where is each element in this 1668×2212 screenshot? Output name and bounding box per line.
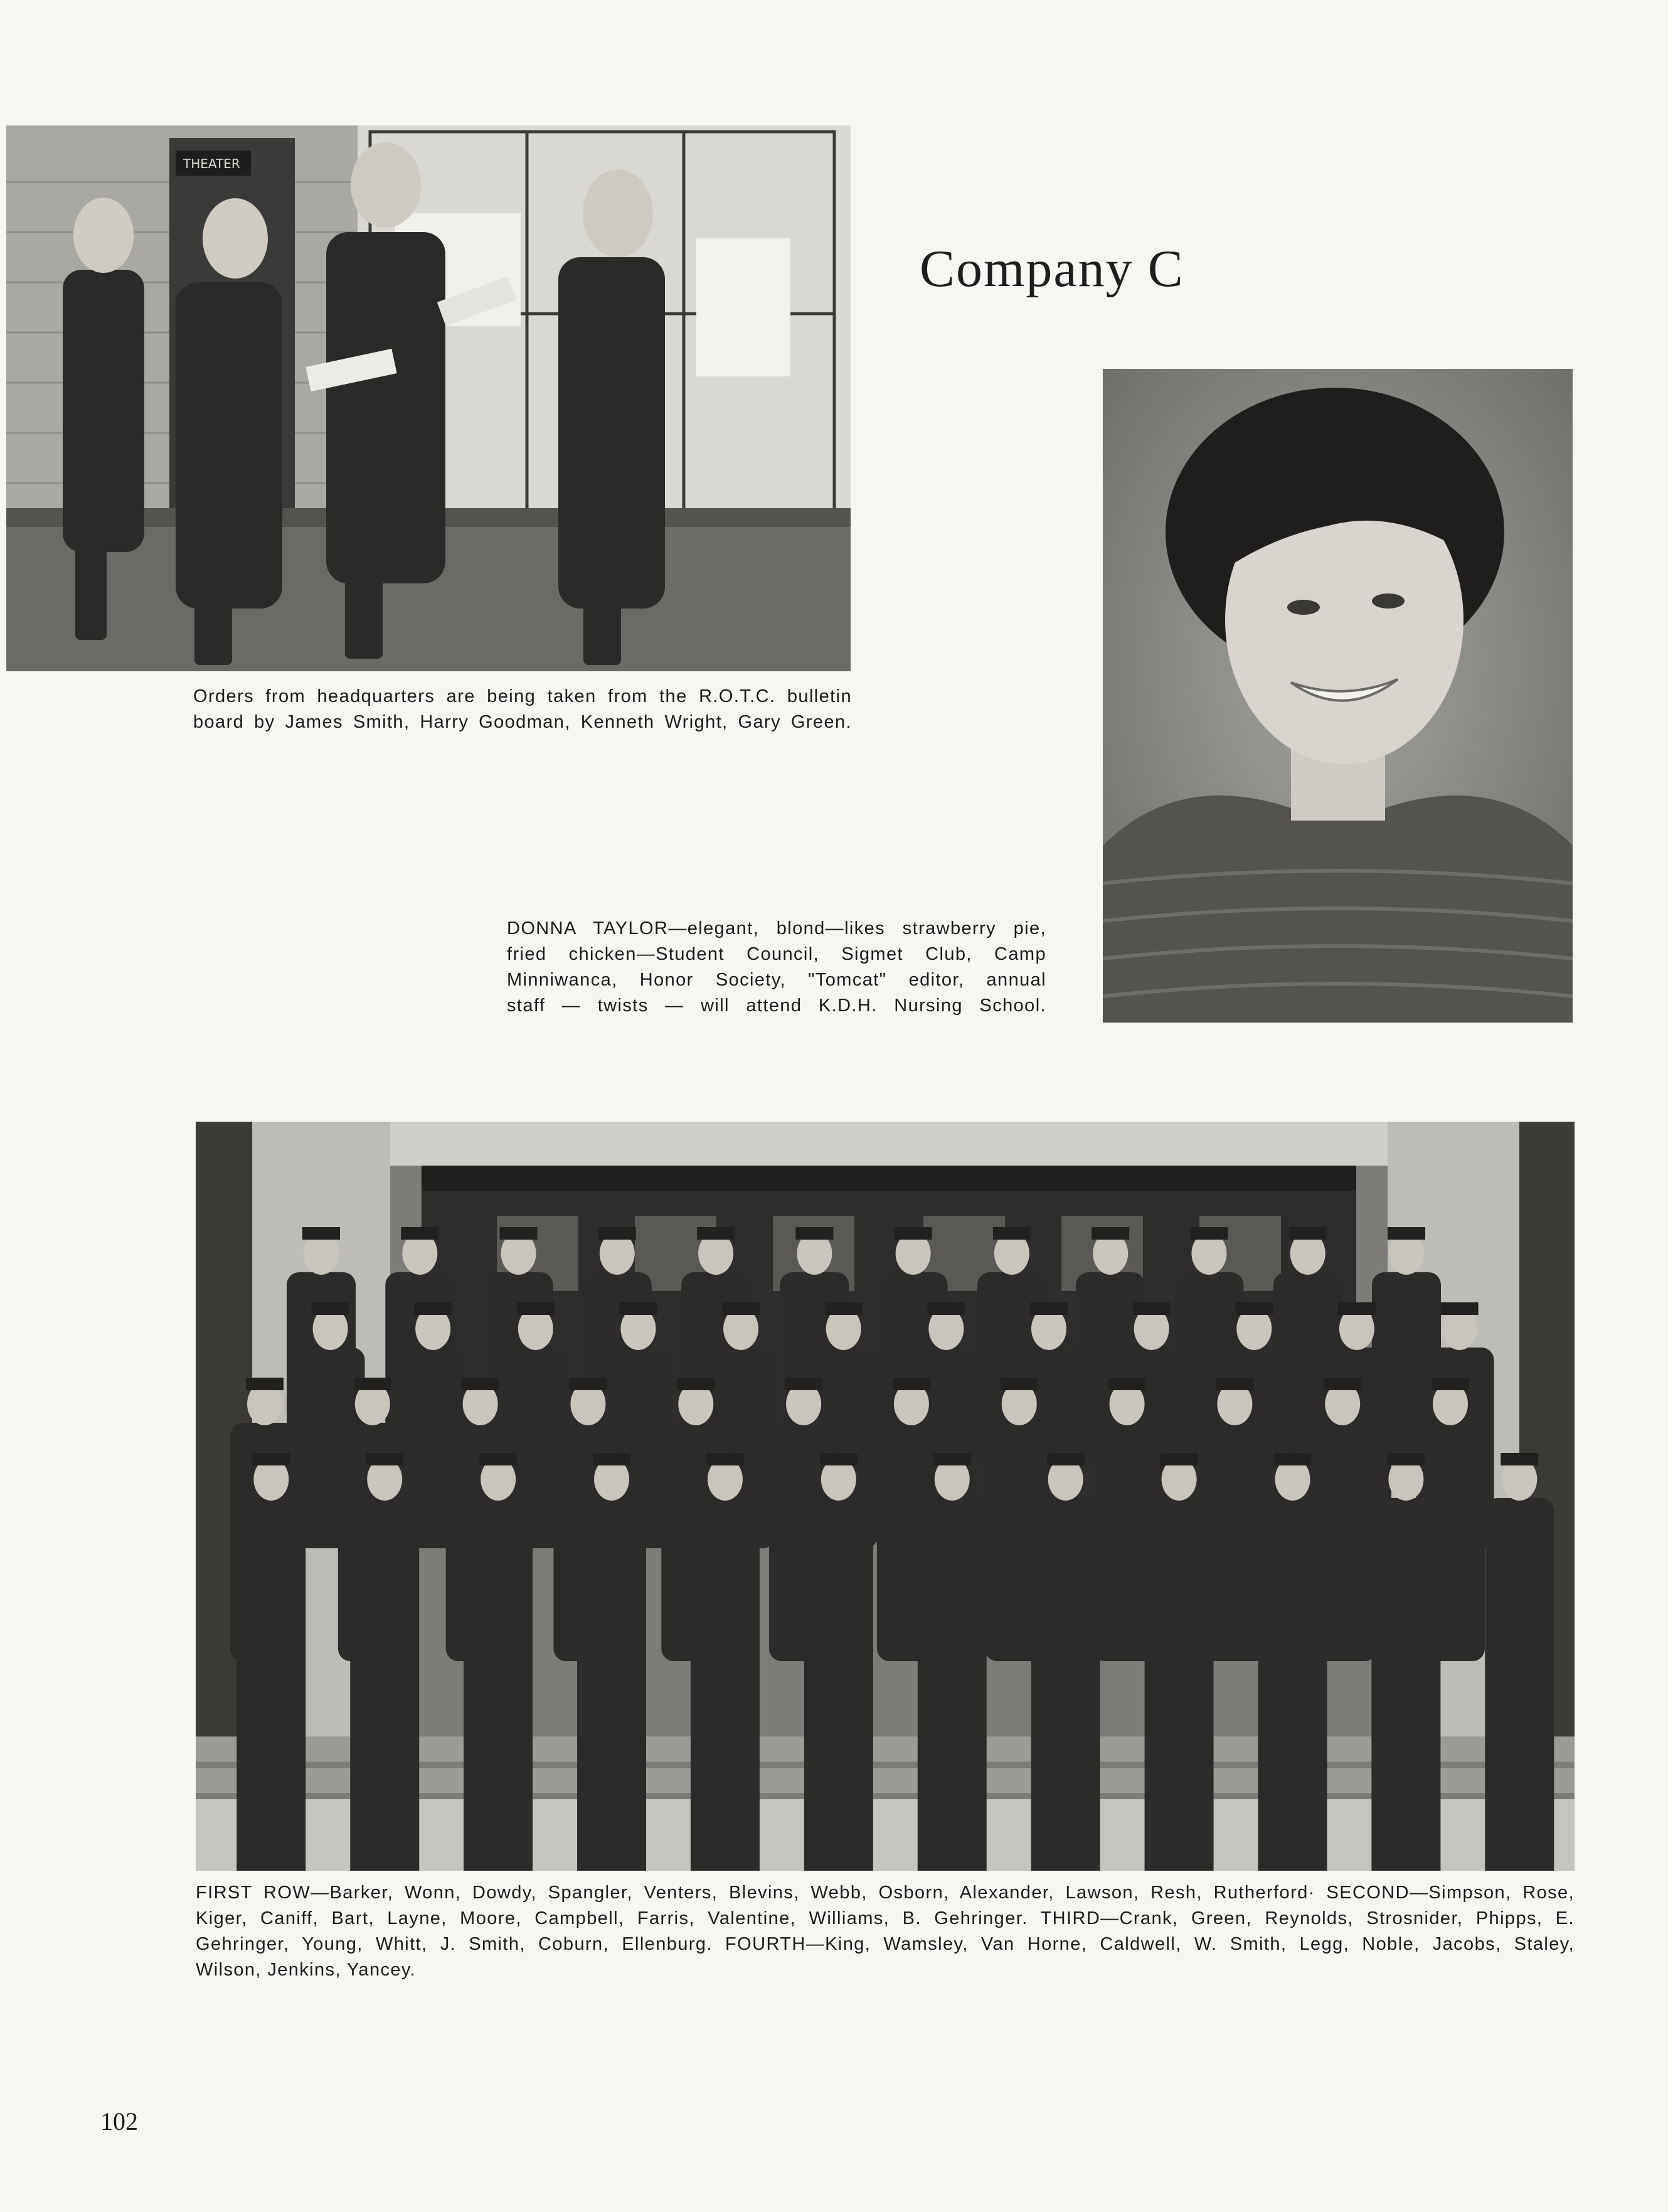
company-group-drawing [196,1122,1575,1871]
cadet-body [1371,1498,1440,1871]
cadet-cap [1501,1453,1538,1465]
cadet-cap [302,1227,340,1240]
cadet-cap [1001,1378,1038,1390]
cadet-cap [252,1453,290,1465]
cadet-cap [893,1378,930,1390]
cadet-cap [517,1302,555,1315]
caption-line: board by James Smith, Harry Goodman, Kenneth Wright, Gary Green. [193,712,852,732]
cadet-body [1145,1498,1214,1871]
cadet-cap [414,1302,452,1315]
cadet-body [464,1498,533,1871]
cadet-cap [1216,1378,1253,1390]
cadet-cap [1030,1302,1068,1315]
cadet-cap [697,1227,735,1240]
cadet-cap [1289,1227,1327,1240]
cadet-cap [933,1453,971,1465]
cadet-body [350,1498,419,1871]
cadet-cap [401,1227,438,1240]
cadet-cap [1273,1453,1311,1465]
cadet-cap [366,1453,403,1465]
caption-line: FIRST ROW—Barker, Wonn, Dowdy, Spangler, Venters, Blevins, Webb, Osborn, Alexander, Lawson, Resh, Rutherford· SECOND—Simpson, Rose, [196,1883,1575,1903]
cadet-body [804,1498,873,1871]
cadet-cap [598,1227,636,1240]
cadet-cap [820,1453,858,1465]
cadet-cap [1161,1453,1198,1465]
caption-line: Orders from headquarters are being taken from the R.O.T.C. bulletin [193,686,852,706]
cadet-cap [593,1453,630,1465]
bulletin-photo-caption [193,684,852,735]
donna-taylor-caption [507,916,1046,1019]
caption-line: staff — twists — will attend K.D.H. Nursing School. [507,996,1046,1016]
cadet-cap [993,1227,1031,1240]
cadet-cap [1235,1302,1273,1315]
cadet-cap [1324,1378,1361,1390]
cadet-cap [500,1227,538,1240]
cadet-body [691,1498,760,1871]
cadet-cap [1338,1302,1376,1315]
cadet-cap [785,1378,822,1390]
cadet-cap [1387,1453,1425,1465]
cadet-cap [1190,1227,1228,1240]
caption-line: DONNA TAYLOR—elegant, blond—likes strawberry pie, [507,918,1046,939]
caption-line: Kiger, Caniff, Bart, Layne, Moore, Campbell, Farris, Valentine, Williams, B. Gehringer. THIRD—Crank, Green, Reynolds, Strosnider, Phipps, E. [196,1908,1575,1928]
cadet-cap [1133,1302,1171,1315]
caption-line: Wilson, Jenkins, Yancey. [196,1960,417,1980]
page-title: Company C [920,240,1184,298]
cadet-cap [569,1378,607,1390]
cadet-body [1485,1498,1554,1871]
donna-taylor-portrait [1103,369,1573,1023]
cadet-cap [479,1453,517,1465]
company-photo-caption [196,1880,1575,1983]
cadet-cap [1388,1227,1425,1240]
cadet-body [918,1498,987,1871]
cadet-body [1031,1498,1100,1871]
caption-line: Gehringer, Young, Whitt, J. Smith, Coburn, Ellenburg. FOURTH—King, Wamsley, Van Horne, Caldwell, W. Smith, Legg, Noble, Jacobs, Staley, [196,1934,1575,1954]
cadet-body [577,1498,646,1871]
cadet-cap [795,1227,833,1240]
cadet-cap [706,1453,744,1465]
cadet-cap [312,1302,349,1315]
cadet-cap [722,1302,760,1315]
company-group-photo [196,1122,1575,1871]
caption-line: Minniwanca, Honor Society, "Tomcat" editor, annual [507,970,1046,990]
cadet-cap [1432,1378,1469,1390]
cadet-cap [462,1378,499,1390]
page-number: 102 [100,2107,138,2135]
caption-line: fried chicken—Student Council, Sigmet Club, Camp [507,944,1046,964]
cadet-cap [677,1378,714,1390]
cadet-cap [895,1227,932,1240]
theater-sign: THEATER [183,156,240,171]
cadet-cap [1092,1227,1129,1240]
cadet-cap [246,1378,284,1390]
bulletin-board-photo-drawing [6,125,851,671]
cadet-cap [619,1302,657,1315]
cadet-cap [927,1302,965,1315]
cadet-cap [1108,1378,1146,1390]
cadet-cap [1047,1453,1085,1465]
cadet-body [236,1498,305,1871]
cadet-cap [825,1302,863,1315]
cadet-cap [1441,1302,1479,1315]
bulletin-board-photo [6,125,851,671]
cadet-body [1258,1498,1327,1871]
portrait-drawing [1103,369,1573,1023]
cadet-cap [354,1378,391,1390]
